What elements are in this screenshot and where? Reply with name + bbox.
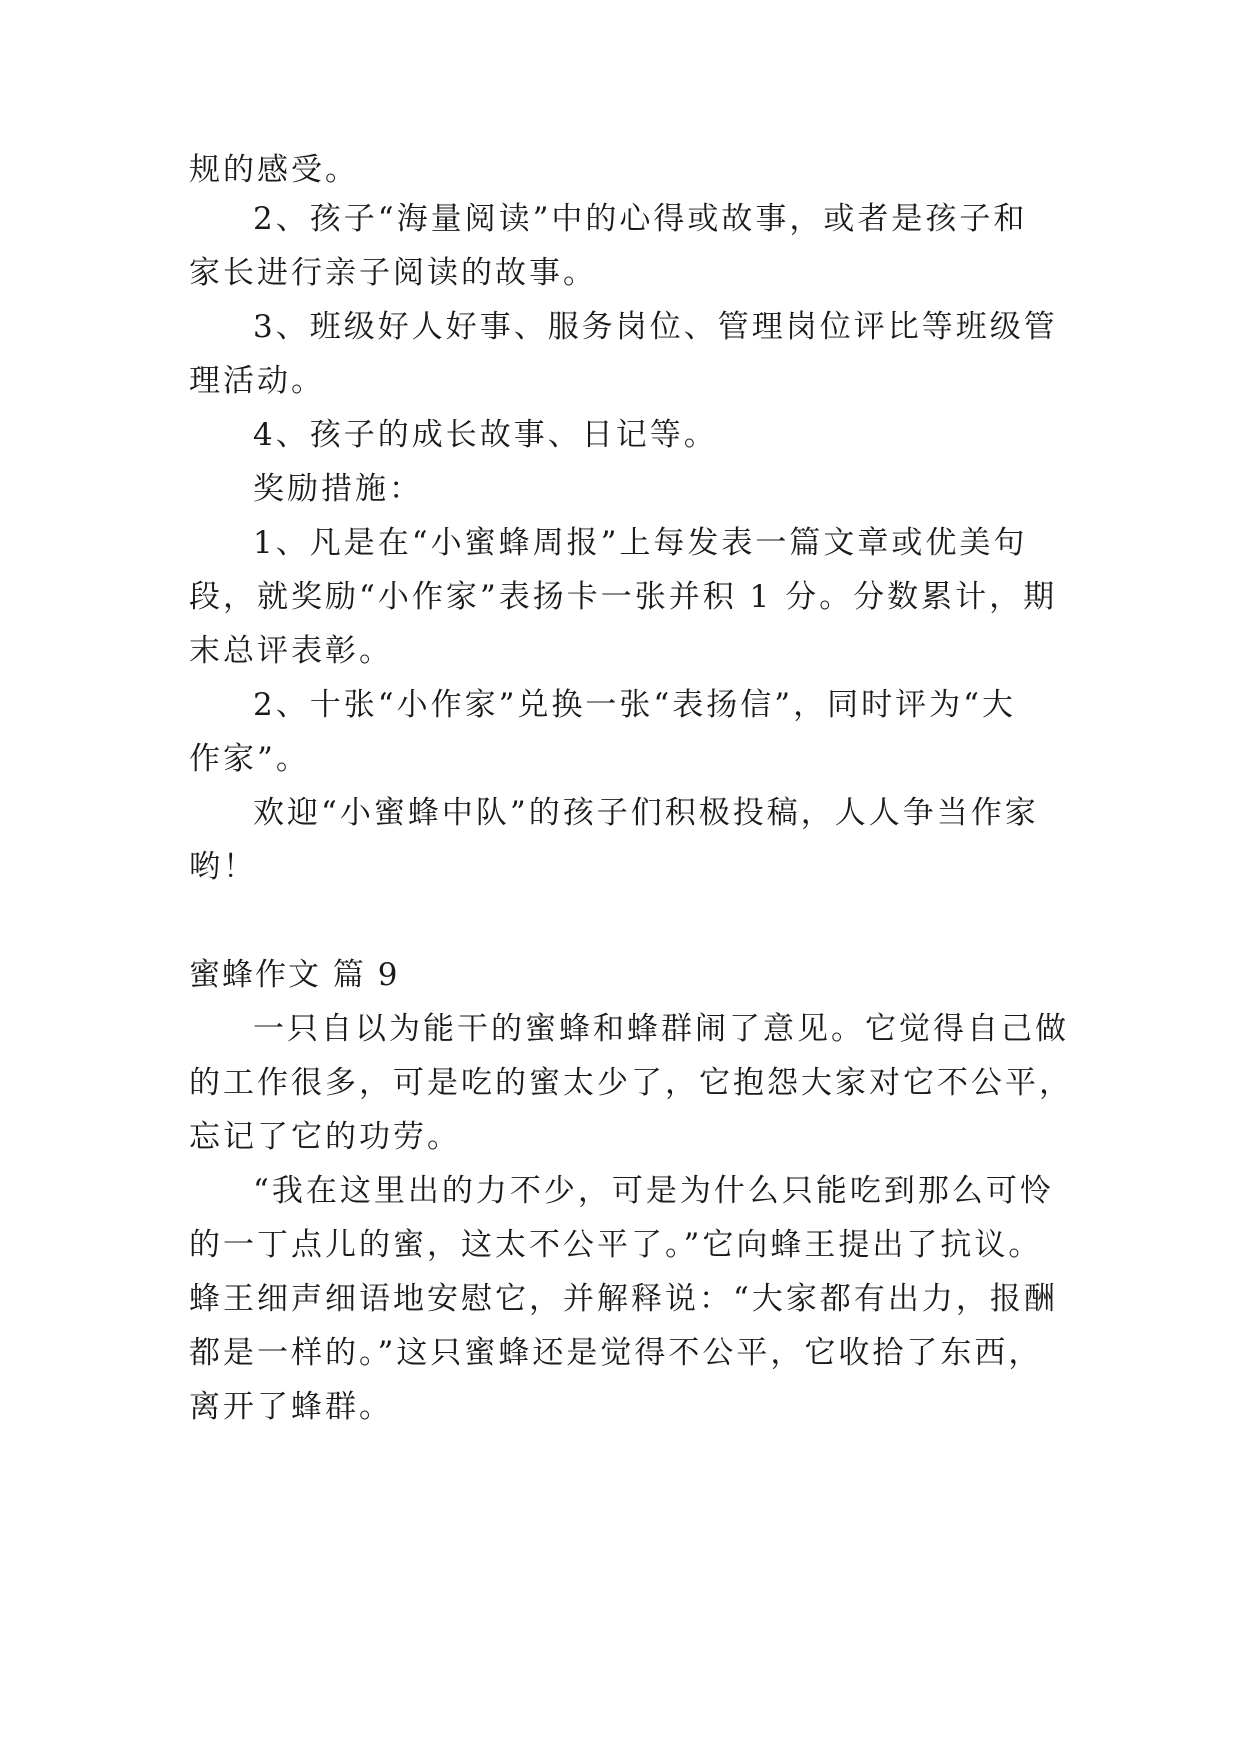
text-line: 奖励措施： xyxy=(253,471,423,507)
text-line: 哟！ xyxy=(189,849,257,885)
text-line: 蜂王细声细语地安慰它，并解释说：“大家都有出力，报酬 xyxy=(189,1281,1058,1317)
text-line: 3、班级好人好事、服务岗位、管理岗位评比等班级管 xyxy=(253,309,1058,345)
text-line: 作家”。 xyxy=(189,741,310,777)
text-line: 一只自以为能干的蜜蜂和蜂群闹了意见。它觉得自己做 xyxy=(253,1011,1069,1047)
text-line: 都是一样的。”这只蜜蜂还是觉得不公平，它收拾了东西， xyxy=(189,1335,1043,1371)
text-line: 的工作很多，可是吃的蜜太少了，它抱怨大家对它不公平， xyxy=(189,1065,1073,1101)
text-line: 的一丁点儿的蜜，这太不公平了。”它向蜂王提出了抗议。 xyxy=(189,1227,1043,1263)
text-line: 4、孩子的成长故事、日记等。 xyxy=(253,417,718,453)
text-line: 欢迎“小蜜蜂中队”的孩子们积极投稿，人人争当作家 xyxy=(253,795,1039,831)
text-line: 末总评表彰。 xyxy=(189,633,393,669)
text-line: 2、孩子“海量阅读”中的心得或故事，或者是孩子和 xyxy=(253,201,1028,237)
text-line: “我在这里出的力不少，可是为什么只能吃到那么可怜 xyxy=(253,1173,1054,1209)
text-line: 忘记了它的功劳。 xyxy=(189,1119,461,1155)
text-line: 家长进行亲子阅读的故事。 xyxy=(189,255,597,291)
section-heading: 蜜蜂作文 篇 9 xyxy=(189,957,400,993)
text-line: 离开了蜂群。 xyxy=(189,1389,393,1425)
text-line: 1、凡是在“小蜜蜂周报”上每发表一篇文章或优美句 xyxy=(253,525,1028,561)
text-line: 2、十张“小作家”兑换一张“表扬信”，同时评为“大 xyxy=(253,687,1016,723)
text-line: 理活动。 xyxy=(189,363,325,399)
text-line: 规的感受。 xyxy=(189,152,359,188)
text-line: 段，就奖励“小作家”表扬卡一张并积 1 分。分数累计，期 xyxy=(189,579,1058,615)
